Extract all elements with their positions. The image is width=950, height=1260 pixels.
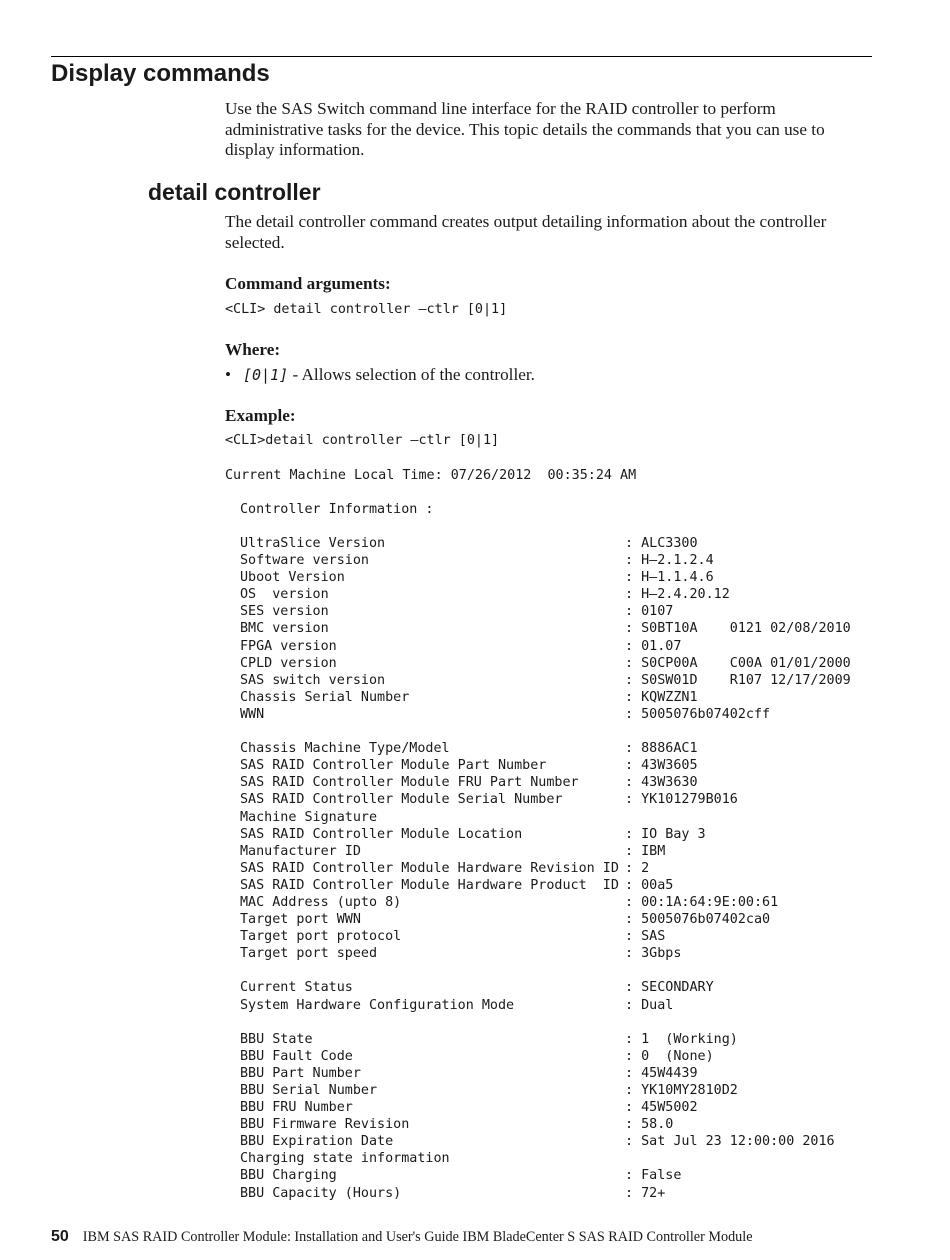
info-value: : 00a5	[625, 877, 674, 893]
info-label: Target port protocol	[240, 929, 402, 945]
info-value: : 3Gbps	[625, 946, 682, 962]
info-label: BBU Serial Number	[240, 1083, 378, 1098]
info-value: : 58.0	[625, 1117, 674, 1133]
info-label: SAS switch version	[240, 672, 386, 688]
info-label: CPLD version	[240, 655, 337, 671]
description-paragraph: The detail controller command creates output detailing information about the controller selected.	[225, 212, 827, 252]
example-heading: Example:	[225, 406, 296, 425]
info-label: Machine Signature	[240, 809, 378, 825]
info-value: : IBM	[625, 843, 666, 859]
footer-text: IBM SAS RAID Controller Module: Installation and User's Guide IBM BladeCenter S SAS RAID Controller Module	[82, 1229, 753, 1245]
info-label: FPGA version	[240, 638, 337, 654]
info-value: : KQWZZN1	[625, 689, 698, 705]
info-label: SAS RAID Controller Module FRU Part Number	[240, 775, 579, 791]
info-label: SAS RAID Controller Module Part Number	[240, 758, 547, 774]
info-label: BBU Part Number	[240, 1065, 361, 1081]
info-label: SAS RAID Controller Module Serial Number	[240, 792, 563, 808]
info-label: BBU Firmware Revision	[240, 1117, 410, 1133]
info-label: Software version	[240, 553, 369, 569]
info-label: SES version	[240, 604, 329, 620]
info-label: BMC version	[240, 621, 329, 637]
info-value: : 0 (None)	[625, 1048, 714, 1064]
where-text: - Allows selection of the controller.	[288, 365, 535, 384]
info-value: : 1 (Working)	[625, 1031, 738, 1047]
info-label: WWN	[240, 706, 265, 722]
info-value: : H–1.1.4.6	[625, 570, 714, 586]
info-label: BBU Fault Code	[240, 1048, 353, 1064]
info-label: Manufacturer ID	[240, 843, 361, 859]
info-label: Chassis Serial Number	[240, 689, 410, 705]
info-label: SAS RAID Controller Module Hardware Revision ID	[240, 860, 619, 876]
info-value: : SECONDARY	[625, 980, 714, 996]
info-label: UltraSlice Version	[240, 536, 386, 551]
info-label: BBU Capacity (Hours)	[240, 1185, 402, 1201]
info-label: OS version	[240, 587, 329, 603]
page-number: 50	[51, 1228, 69, 1245]
info-value: : 00:1A:64:9E:00:61	[625, 894, 779, 910]
info-label: BBU Expiration Date	[240, 1134, 394, 1150]
info-value: : YK10MY2810D2	[625, 1083, 738, 1098]
info-value: : 45W4439	[625, 1065, 698, 1081]
info-value: : 5005076b07402ca0	[625, 912, 771, 928]
info-label: Target port WWN	[240, 912, 361, 928]
info-label: Chassis Machine Type/Model	[240, 741, 450, 757]
info-label: Charging state information	[240, 1151, 450, 1167]
info-value: : H–2.1.2.4	[625, 553, 714, 569]
info-header: Controller Information :	[240, 502, 434, 517]
info-value: : H–2.4.20.12	[625, 587, 730, 603]
info-label: Uboot Version	[240, 570, 345, 586]
section-title: Display commands	[51, 60, 270, 87]
info-label: MAC Address (upto 8)	[240, 894, 402, 910]
example-command: <CLI>detail controller –ctlr [0|1]	[225, 433, 500, 448]
info-label: Target port speed	[240, 946, 378, 962]
info-value: : S0SW01D R107 12/17/2009	[625, 672, 851, 688]
info-label: System Hardware Configuration Mode	[240, 997, 515, 1013]
where-list-item	[225, 365, 535, 385]
info-value: : 8886AC1	[625, 741, 698, 757]
info-label: SAS RAID Controller Module Location	[240, 826, 523, 842]
info-value: : IO Bay 3	[625, 826, 706, 842]
page-footer	[51, 1228, 753, 1246]
info-label: SAS RAID Controller Module Hardware Product ID	[240, 877, 619, 893]
info-value: : 43W3605	[625, 758, 698, 774]
intro-paragraph: Use the SAS Switch command line interface for the RAID controller to perform administrative tasks for the device. This topic details the commands that you can use to display information.	[225, 99, 825, 159]
info-value: : 45W5002	[625, 1100, 698, 1116]
subsection-title: detail controller	[148, 179, 321, 205]
info-value: : False	[625, 1168, 682, 1184]
info-value: : 01.07	[625, 638, 682, 654]
where-arg: [0|1]	[243, 366, 289, 384]
info-value: : 72+	[625, 1185, 666, 1201]
info-label: BBU Charging	[240, 1168, 337, 1184]
info-label: BBU State	[240, 1031, 313, 1047]
info-label: Current Status	[240, 980, 353, 996]
info-value: : Dual	[625, 997, 674, 1013]
info-value: : 5005076b07402cff	[625, 706, 771, 722]
args-heading: Command arguments:	[225, 274, 391, 293]
bullet-dot: •	[225, 365, 232, 384]
info-label: BBU FRU Number	[240, 1100, 353, 1116]
args-command: <CLI> detail controller –ctlr [0|1]	[225, 302, 508, 317]
info-value: : 43W3630	[625, 775, 698, 791]
info-value: : 0107	[625, 604, 674, 620]
info-value: : 2	[625, 860, 650, 876]
info-value: : S0BT10A 0121 02/08/2010	[625, 621, 851, 637]
info-value: : SAS	[625, 929, 666, 945]
info-value: : S0CP00A C00A 01/01/2000	[625, 655, 851, 671]
time-line: Current Machine Local Time: 07/26/2012 00:35:24 AM	[225, 468, 637, 483]
info-value: : Sat Jul 23 12:00:00 2016	[625, 1134, 835, 1150]
where-heading: Where:	[225, 340, 281, 359]
info-value: : YK101279B016	[625, 792, 738, 808]
top-rule	[51, 56, 872, 57]
info-value: : ALC3300	[625, 536, 698, 551]
